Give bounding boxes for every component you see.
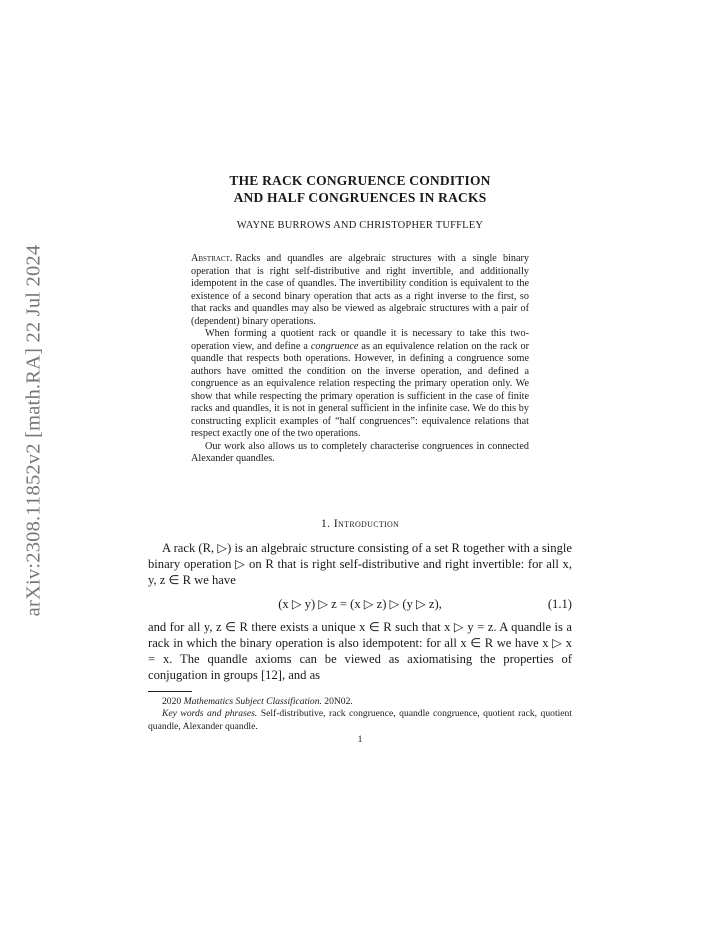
footnote-keywords: [148, 708, 572, 733]
title-line-1: THE RACK CONGRUENCE CONDITION: [229, 173, 491, 188]
abstract-paragraph-1: [191, 253, 529, 328]
abstract-paragraph-3: Our work also allows us to completely characterise congruences in connected Alexander quandles.: [191, 440, 529, 464]
author-list: WAYNE BURROWS AND CHRISTOPHER TUFFLEY: [236, 220, 484, 231]
footnote-keywords-value: Self-distributive, rack congruence, quandle congruence, quotient rack, quotient quandle, Alexander quandle.: [148, 708, 572, 732]
section-heading-introduction: [148, 516, 572, 531]
body-paragraph-1: A rack (R, ▷) is an algebraic structure consisting of a set R together with a single binary operation ▷ on R that is right self-distributive and right invertible: for all x, y, z ∈ R we have: [148, 540, 572, 587]
abstract-p1-text: Racks and quandles are algebraic structures with a single binary operation that is right self-distributive and right invertible, and additionally idempotent in the case of quandles. The invertibility condition is equivalent to the existence of a second binary operation that acts as a right inverse to the first, so that racks and quandles may also be viewed as algebraic structures with a pair of (dependent) binary operations.: [191, 253, 529, 327]
equation-number: (1.1): [547, 596, 572, 611]
equation-1-1: [148, 596, 572, 612]
arxiv-stamp: [16, 215, 52, 645]
abstract-p2-end: as an equivalence relation on the rack or quandle that respects both operations. However, in defining a congruence some authors have omitted the condition on the inverse operation, and defined a congruence as an equivalence relation respecting the primary operation only. We show that while respecting the primary operation is sufficient in the case of finite racks and quandles, it is not in general sufficient in the infinite case. We do this by constructing explicit examples of “half congruences”: equivalence relations that respect exactly one of the two operations.: [191, 340, 529, 439]
introduction-body: [148, 540, 572, 683]
footnotes: [148, 696, 572, 734]
body-paragraph-2: and for all y, z ∈ R there exists a unique x ∈ R such that x ▷ y = z. A quandle is a rack in which the binary operation is also idempotent: for all x ∈ R we have x ▷ x = x. The quandle axioms can be viewed as axiomatising the properties of conjugation in groups [12], and as: [148, 619, 572, 682]
abstract-label: Abstract.: [191, 253, 233, 264]
abstract-p2-emphasis: congruence: [310, 340, 359, 352]
arxiv-stamp-text: arXiv:2308.11852v2 [math.RA] 22 Jul 2024: [22, 244, 45, 616]
equation-text: (x ▷ y) ▷ z = (x ▷ z) ▷ (y ▷ z),: [278, 596, 442, 611]
title-line-2: AND HALF CONGRUENCES IN RACKS: [233, 190, 487, 205]
paper-title: [148, 172, 572, 206]
page-number: 1: [357, 734, 363, 745]
footnote-msc: [148, 696, 572, 709]
footnote-divider: [148, 691, 192, 692]
footnote-keywords-label: Key words and phrases.: [162, 708, 258, 719]
footnote-msc-year: 2020: [162, 695, 184, 707]
section-number: 1.: [320, 515, 331, 530]
abstract: [191, 253, 529, 466]
abstract-paragraph-2: [191, 328, 529, 441]
paper-page: [148, 172, 572, 745]
section-title: Introduction: [333, 515, 400, 530]
footnote-msc-label: Mathematics Subject Classification.: [183, 695, 322, 707]
footnote-msc-value: 20N02.: [321, 695, 353, 707]
abstract-p2-start: When forming a quotient rack or quandle it is necessary to take this two-operation view, and define a: [191, 328, 529, 352]
